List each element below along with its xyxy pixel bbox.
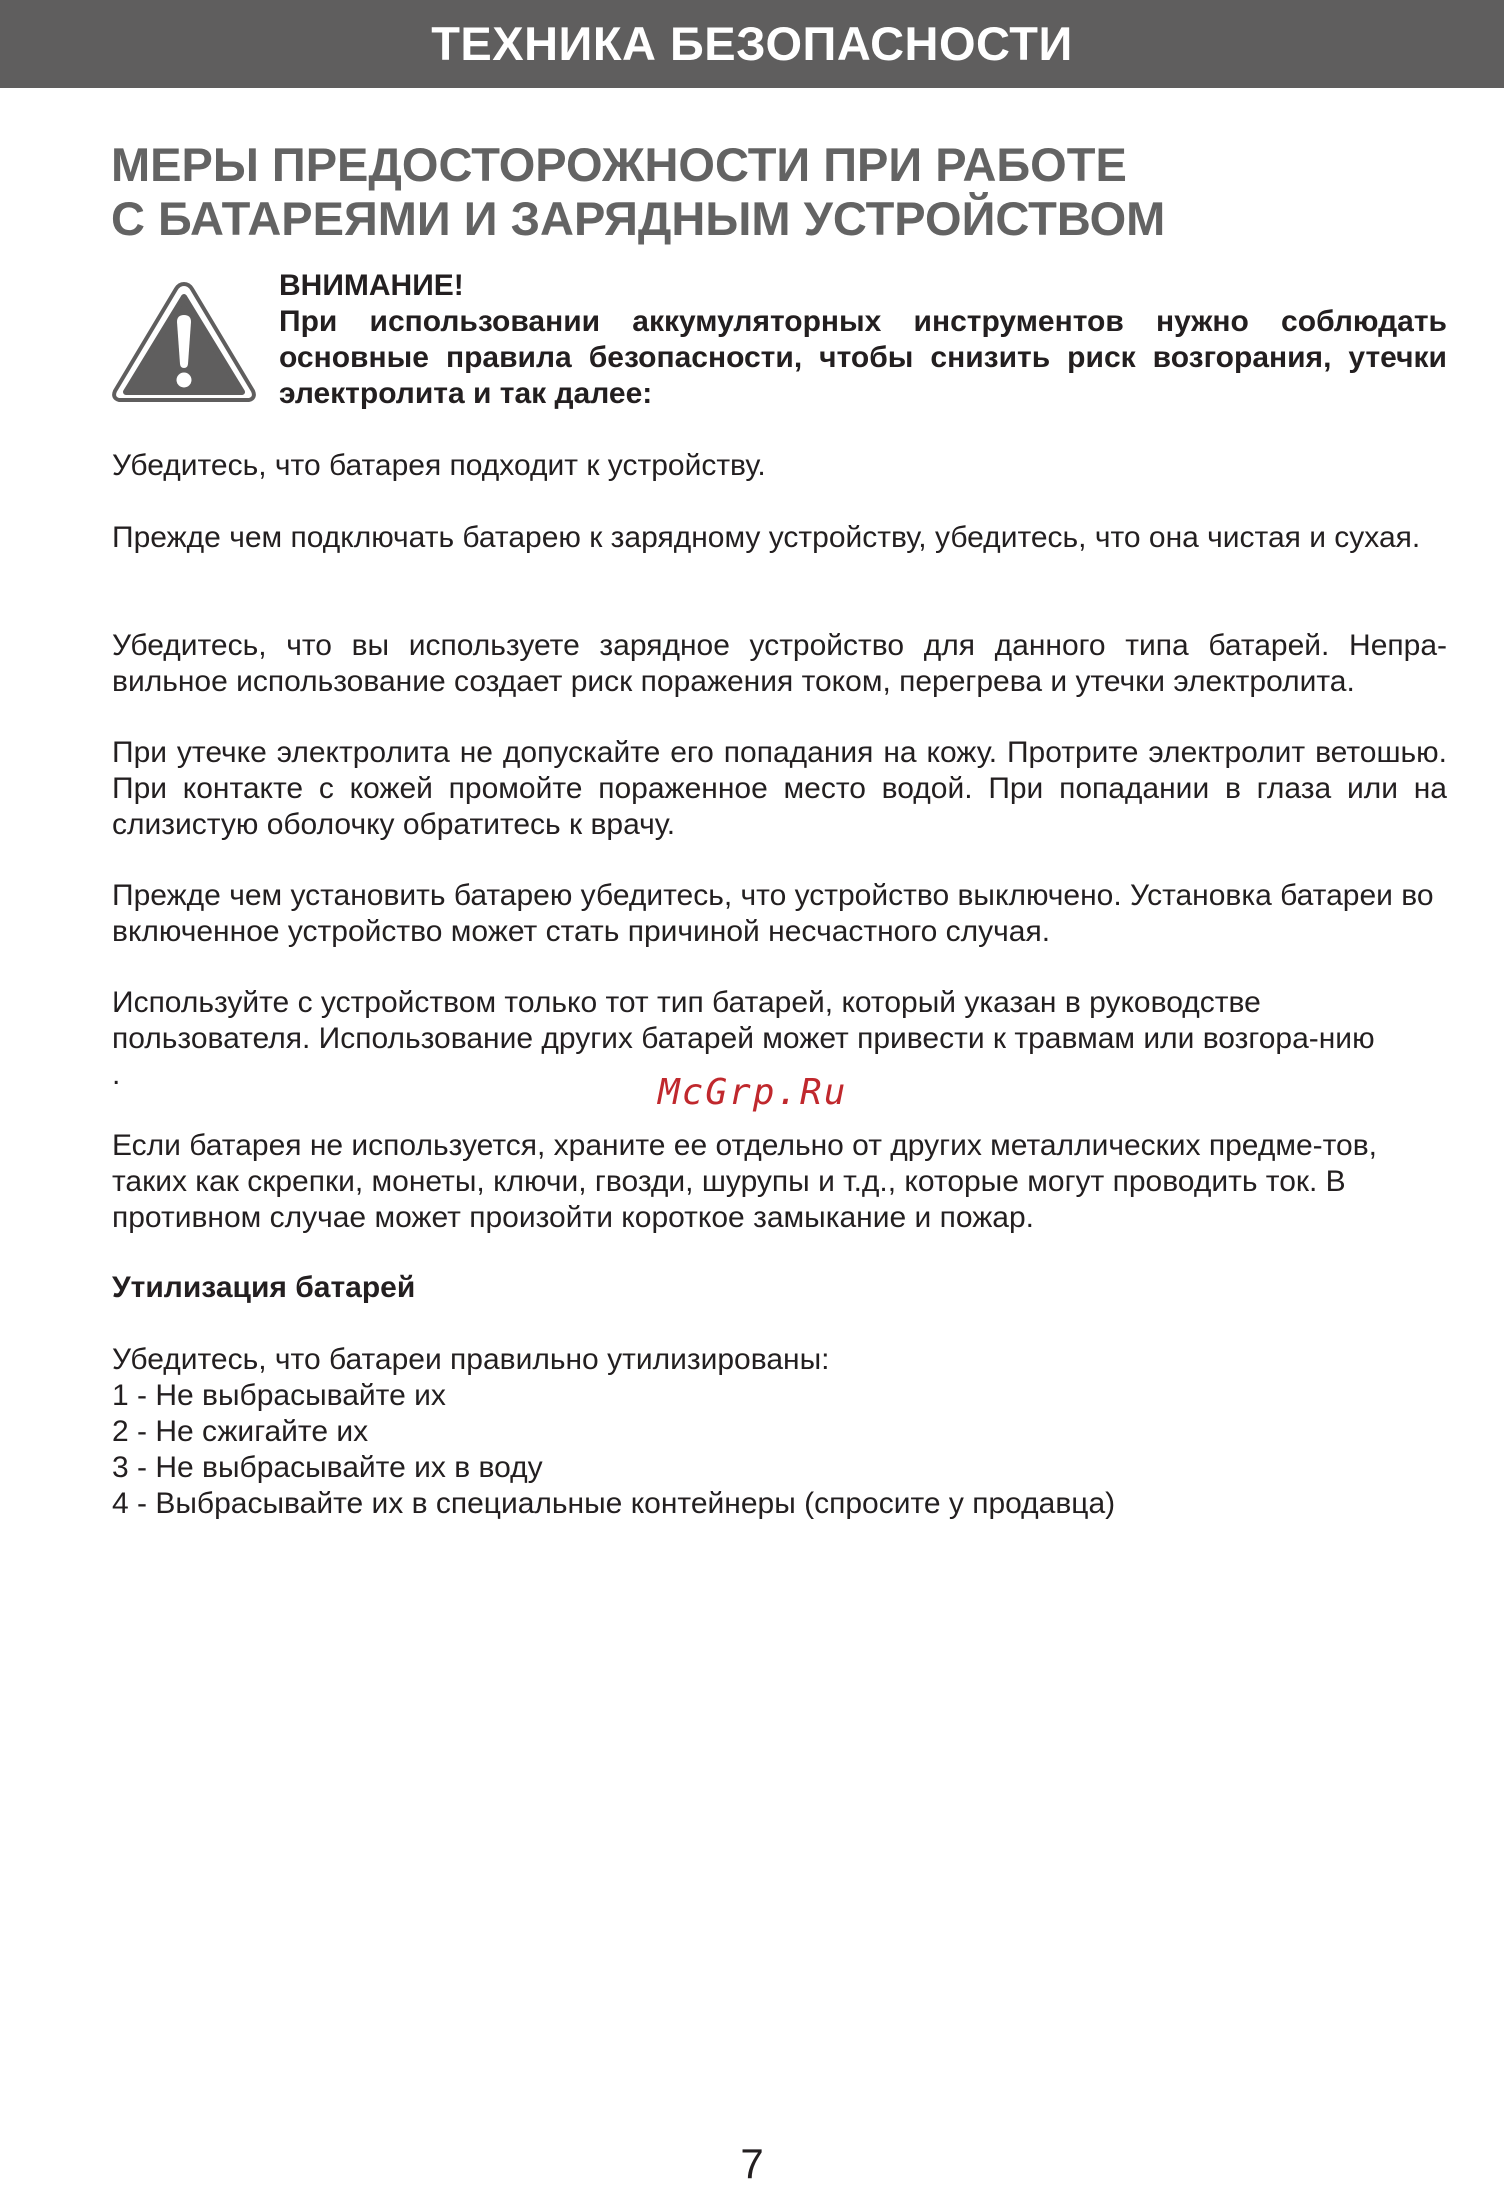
section-title-line-2: С БАТАРЕЯМИ И ЗАРЯДНЫМ УСТРОЙСТВОМ [111, 192, 1166, 245]
list-item: 2 - Не сжигайте их [112, 1415, 369, 1448]
page-header-title: ТЕХНИКА БЕЗОПАСНОСТИ [431, 17, 1073, 70]
warning-heading: ВНИМАНИЕ! [279, 269, 464, 302]
section-title [111, 138, 1411, 246]
paragraph-electrolyte-leak: При утечке электролита не допускайте его попадания на кожу. Протрите электролит ветошью. При контакте с кожей промойте пораженное место водой. При попадании в глаза или на слизистую оболочку обратитесь к врачу. [112, 736, 1447, 841]
disposal-intro: Убедитесь, что батареи правильно утилизированы: [112, 1343, 830, 1376]
warning-triangle-icon [110, 280, 258, 404]
paragraph-charger-type: Убедитесь, что вы используете зарядное устройство для данного типа батарей. Непра-вильное использование создает риск поражения током, перегрева и утечки электролита. [112, 629, 1447, 698]
paragraph-clean-dry: Прежде чем подключать батарею к зарядному устройству, убедитесь, что она чистая и сухая. [112, 521, 1421, 554]
section-title-line-1: МЕРЫ ПРЕДОСТОРОЖНОСТИ ПРИ РАБОТЕ [111, 138, 1127, 191]
warning-block [279, 268, 1447, 412]
paragraph-storage: Если батарея не используется, храните ее отдельно от других металлических предме-тов, таких как скрепки, монеты, ключи, гвозди, шурупы и т.д., которые могут проводить ток. В противном случае может произойти короткое замыкание и пожар. [112, 1129, 1377, 1234]
page-header-band [0, 0, 1504, 88]
page-number: 7 [740, 2140, 764, 2187]
list-item: 3 - Не выбрасывайте их в воду [112, 1451, 543, 1484]
disposal-title: Утилизация батарей [112, 1271, 416, 1304]
paragraph-device-off: Прежде чем установить батарею убедитесь, что устройство выключено. Установка батареи во включенное устройство может стать причиной несчастного случая. [112, 879, 1434, 948]
paragraph-battery-type-dot: . [112, 1058, 121, 1091]
list-item: 4 - Выбрасывайте их в специальные контейнеры (спросите у продавца) [112, 1487, 1116, 1520]
watermark-text: McGrp.Ru [658, 1072, 848, 1113]
warning-text: При использовании аккумуляторных инструментов нужно соблюдать основные правила безопасности, чтобы снизить риск возгорания, утечки электролита и так далее: [279, 305, 1447, 410]
list-item: 1 - Не выбрасывайте их [112, 1379, 446, 1412]
disposal-list [112, 1378, 1115, 1522]
paragraph-battery-fit: Убедитесь, что батарея подходит к устройству. [112, 449, 766, 482]
paragraph-battery-type-text: Используйте с устройством только тот тип батарей, который указан в руководстве пользователя. Использование других батарей может привести к травмам или возгора-нию [112, 986, 1375, 1055]
